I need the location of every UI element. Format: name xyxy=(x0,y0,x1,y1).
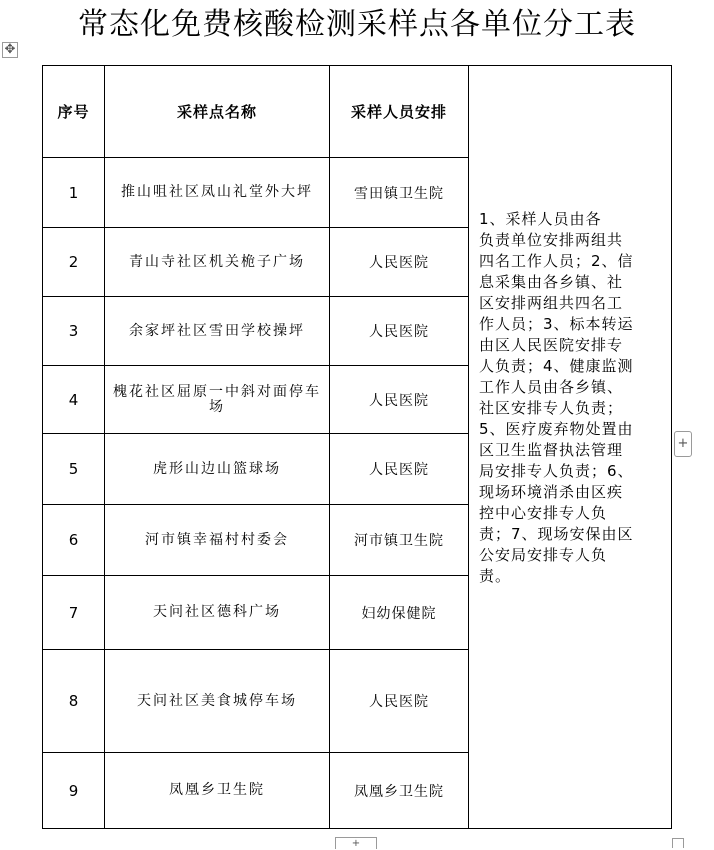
plus-icon: + xyxy=(351,838,361,849)
move-arrows-icon: ✥ xyxy=(4,42,16,57)
row-staff: 人民医院 xyxy=(330,366,469,434)
row-staff: 人民医院 xyxy=(330,434,469,505)
row-staff: 人民医院 xyxy=(330,650,469,753)
header-seq: 序号 xyxy=(43,66,105,158)
row-seq: 6 xyxy=(43,505,105,576)
table-header-row xyxy=(43,66,672,158)
plus-icon: + xyxy=(677,436,689,451)
row-site-name: 余家坪社区雪田学校操坪 xyxy=(105,297,330,366)
add-column-button[interactable] xyxy=(674,431,692,457)
row-seq: 3 xyxy=(43,297,105,366)
row-seq: 9 xyxy=(43,753,105,829)
row-seq: 2 xyxy=(43,228,105,297)
add-row-button[interactable] xyxy=(335,837,377,849)
row-site-name: 天问社区美食城停车场 xyxy=(105,650,330,753)
row-site-name: 虎形山边山篮球场 xyxy=(105,434,330,505)
responsibility-notes: 1、采样人员由各 负责单位安排两组共 四名工作人员；2、信 息采集由各乡镇、社 区安排两组共四名工 作人员；3、标本转运 由区人民医院安排专 人负责；4、健康监测 工作人员由各乡镇、 社区安排专人负责； 5、医疗废弃物处置由 区卫生监督执法管理 局安排专人负责；6、 现场环境消杀由区疾 控中心安排专人负 责；7、现场安保由区 公安局安排专人负 责。 xyxy=(479,210,634,585)
row-site-name: 河市镇幸福村村委会 xyxy=(105,505,330,576)
header-site-name: 采样点名称 xyxy=(105,66,330,158)
row-site-name: 天问社区德科广场 xyxy=(105,576,330,650)
row-staff: 人民医院 xyxy=(330,228,469,297)
row-site-name: 推山咀社区凤山礼堂外大坪 xyxy=(105,158,330,228)
table-move-handle[interactable] xyxy=(2,42,18,58)
row-site-name: 青山寺社区机关桅子广场 xyxy=(105,228,330,297)
header-staff-arrangement: 采样人员安排 xyxy=(330,66,469,158)
assignment-table xyxy=(42,65,672,829)
row-seq: 4 xyxy=(43,366,105,434)
row-seq: 7 xyxy=(43,576,105,650)
row-seq: 8 xyxy=(43,650,105,753)
row-site-name: 槐花社区屈原一中斜对面停车场 xyxy=(105,366,330,434)
row-seq: 1 xyxy=(43,158,105,228)
row-seq: 5 xyxy=(43,434,105,505)
row-staff: 妇幼保健院 xyxy=(330,576,469,650)
row-staff: 河市镇卫生院 xyxy=(330,505,469,576)
document-title: 常态化免费核酸检测采样点各单位分工表 xyxy=(78,7,636,42)
responsibility-notes-cell xyxy=(469,66,672,829)
row-staff: 凤凰乡卫生院 xyxy=(330,753,469,829)
row-staff: 雪田镇卫生院 xyxy=(330,158,469,228)
table-resize-handle[interactable] xyxy=(672,838,684,848)
row-site-name: 凤凰乡卫生院 xyxy=(105,753,330,829)
row-staff: 人民医院 xyxy=(330,297,469,366)
